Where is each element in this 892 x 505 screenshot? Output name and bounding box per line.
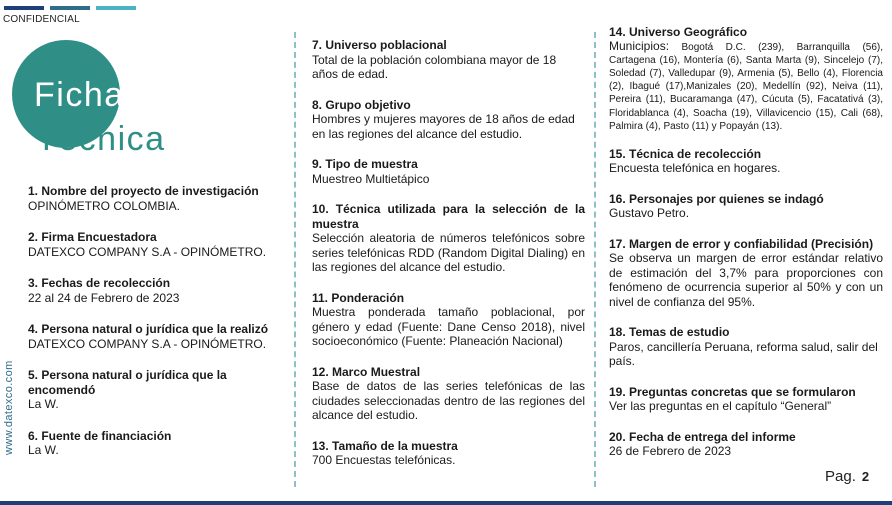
item-sample-size xyxy=(312,439,585,468)
item-commissioned-by xyxy=(28,368,290,412)
column-2 xyxy=(312,38,585,484)
page-title-line2: Técnica xyxy=(36,120,166,158)
page-label: Pag. xyxy=(825,468,856,485)
top-bar-blue xyxy=(50,6,90,10)
item-value: Se observa un margen de error estándar relativo de estimación del 3,7% para proporciones con fenómeno de ocurrencia superior al 50% y con un nivel de confianza del 95%. xyxy=(609,251,883,309)
item-title: 10. Técnica utilizada para la selección de la muestra xyxy=(312,202,585,231)
item-value: DATEXCO COMPANY S.A - OPINÓMETRO. xyxy=(28,244,267,259)
item-title: 3. Fechas de recolección xyxy=(28,276,171,290)
item-funding-source xyxy=(28,429,290,458)
item-collection-dates xyxy=(28,276,290,305)
item-title: 13. Tamaño de la muestra xyxy=(312,438,458,453)
item-study-topics xyxy=(609,325,883,369)
item-weighting xyxy=(312,291,585,349)
item-title: 2. Firma Encuestadora xyxy=(28,230,157,244)
item-selection-technique xyxy=(312,202,585,275)
item-collection-technique xyxy=(609,147,883,176)
item-value: Hombres y mujeres mayores de 18 años de edad en las regiones del alcance del estudio. xyxy=(312,112,575,141)
item-sampling-frame xyxy=(312,365,585,423)
item-title: 20. Fecha de entrega del informe xyxy=(609,429,796,444)
item-title: 1. Nombre del proyecto de investigación xyxy=(28,184,259,198)
item-sample-type xyxy=(312,157,585,186)
item-title: 15. Técnica de recolección xyxy=(609,146,762,161)
item-value: Base de datos de las series telefónicas de las ciudades seleccionadas dentro de las regiones del alcance del estudio. xyxy=(312,379,585,422)
item-title: 7. Universo poblacional xyxy=(312,38,447,52)
item-title: 11. Ponderación xyxy=(312,290,405,305)
page-title-line1: Ficha xyxy=(34,76,125,114)
municipios-list: Bogotá D.C. (239), Barranquilla (56), Cartagena (16), Montería (6), Santa Marta (9), Sincelejo (7), Soledad (7), Valledupar (9), Armenia (5), Bello (4), Florencia (2), Ibagué (17),Manizales (20), Medellín (92), Neiva (11), Pereira (11), Bucaramanga (47), Cúcuta (5), Facatativá (3), Floridablanca (4), Soacha (19), Villavicencio (15), Cali (68), Palmira (4), Pasto (11) y Popayán (13). xyxy=(609,41,884,132)
item-geographic-universe xyxy=(609,25,883,133)
item-survey-firm xyxy=(28,230,290,259)
item-value: Muestreo Multietápico xyxy=(312,171,430,186)
item-title: 4. Persona natural o jurídica que la realizó xyxy=(28,322,269,336)
item-target-group xyxy=(312,98,585,142)
item-population-universe xyxy=(312,38,585,82)
column-3 xyxy=(609,25,883,475)
item-value: 700 Encuestas telefónicas. xyxy=(312,453,456,467)
item-value: Paros, cancillería Peruana, reforma salud, salir del país. xyxy=(609,339,878,369)
column-divider-1 xyxy=(294,32,296,487)
item-title: 9. Tipo de muestra xyxy=(312,157,418,171)
item-value: 26 de Febrero de 2023 xyxy=(609,444,732,459)
item-value: OPINÓMETRO COLOMBIA. xyxy=(28,198,181,213)
item-title: 6. Fuente de financiación xyxy=(28,428,172,443)
item-title: 17. Margen de error y confiabilidad (Precisión) xyxy=(609,236,874,251)
item-title: 12. Marco Muestral xyxy=(312,364,421,379)
item-performed-by xyxy=(28,322,290,351)
item-title: 19. Preguntas concretas que se formularon xyxy=(609,384,856,399)
confidential-label: CONFIDENCIAL xyxy=(3,14,80,25)
column-divider-2 xyxy=(594,32,596,487)
item-value: Encuesta telefónica en hogares. xyxy=(609,161,781,176)
website-link[interactable]: www.datexco.com xyxy=(3,360,15,455)
page-number: 2 xyxy=(861,469,870,484)
item-value: Ver las preguntas en el capítulo “General” xyxy=(609,399,832,414)
item-margin-of-error xyxy=(609,237,883,310)
item-value: DATEXCO COMPANY S.A - OPINÓMETRO. xyxy=(28,336,267,351)
item-value: Gustavo Petro. xyxy=(609,206,690,221)
item-project-name xyxy=(28,184,290,213)
page-indicator xyxy=(825,468,869,485)
item-value: La W. xyxy=(28,397,59,411)
item-title: 5. Persona natural o jurídica que la encomendó xyxy=(28,368,227,397)
top-bar-light-teal xyxy=(96,6,136,10)
municipios-label: Municipios: xyxy=(609,38,670,53)
column-1 xyxy=(28,184,290,475)
item-value: La W. xyxy=(28,443,59,457)
item-value: 22 al 24 de Febrero de 2023 xyxy=(28,290,180,305)
item-title: 16. Personajes por quienes se indagó xyxy=(609,191,824,206)
item-questions xyxy=(609,385,883,414)
item-value: Muestra ponderada tamaño poblacional, por género y edad (Fuente: Dane Censo 2018), nivel socioeconómico (Fuente: Planeación Nacional) xyxy=(312,305,585,348)
item-value: Total de la población colombiana mayor de 18 años de edad. xyxy=(312,52,557,81)
item-delivery-date xyxy=(609,430,883,459)
municipios-text xyxy=(609,40,883,133)
item-characters xyxy=(609,192,883,221)
item-title: 8. Grupo objetivo xyxy=(312,97,411,112)
top-bar-navy xyxy=(4,6,44,10)
item-value: Selección aleatoria de números telefónicos sobre series telefónicas RDD (Random Digital Dialing) en las regiones del alcance del estudio. xyxy=(312,231,585,274)
footer-bar xyxy=(0,501,892,505)
item-title: 14. Universo Geográfico xyxy=(609,25,748,39)
item-title: 18. Temas de estudio xyxy=(609,325,730,340)
